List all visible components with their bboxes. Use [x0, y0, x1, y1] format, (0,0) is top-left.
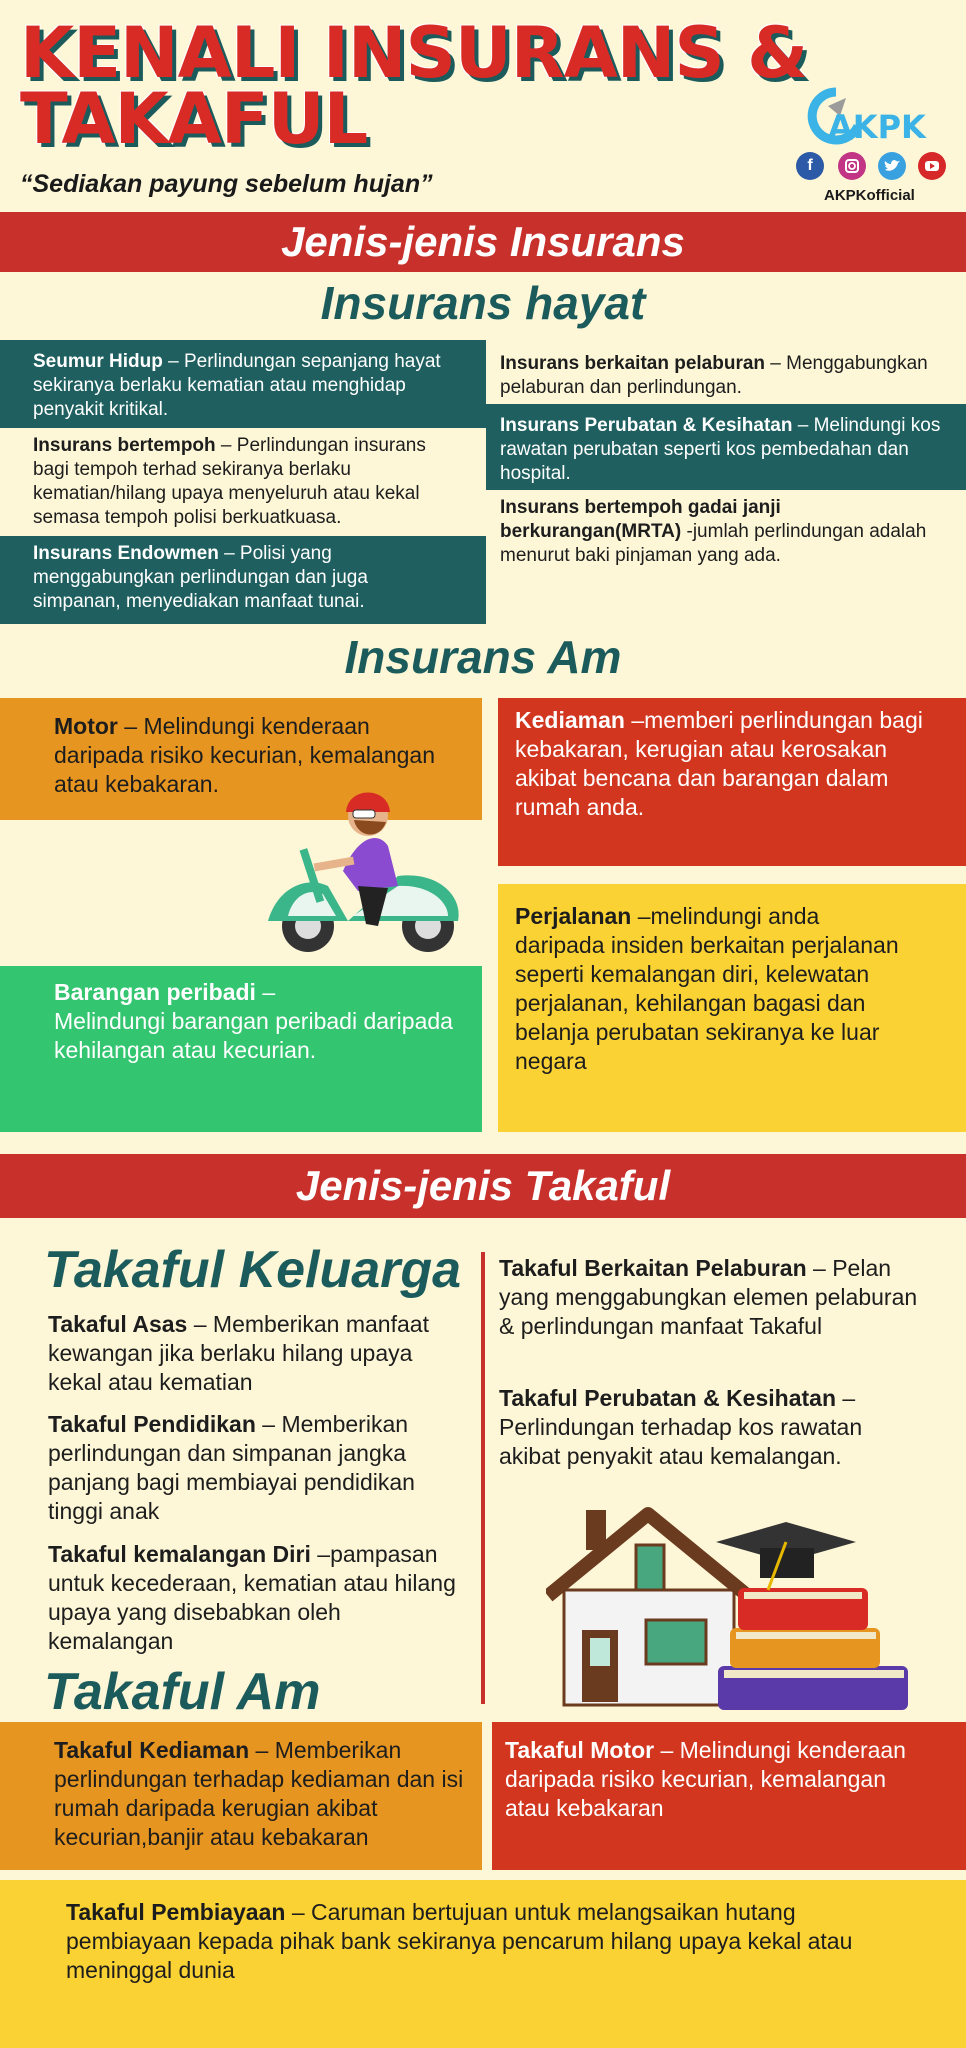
insurans-banner: Jenis-jenis Insurans — [0, 212, 966, 272]
brand-name: AKPK — [828, 108, 926, 146]
am-item-barangan-peribadi: Barangan peribadi – Melindungi barangan peribadi daripada kehilangan atau kecurian. — [54, 979, 453, 1063]
takaful-banner: Jenis-jenis Takaful — [0, 1154, 966, 1218]
am-item-kediaman: Kediaman –memberi perlindungan bagi kebakaran, kerugian atau kerosakan akibat bencana dan barangan dalam rumah anda. — [515, 707, 923, 820]
youtube-icon[interactable] — [918, 152, 946, 180]
tagline: “Sediakan payung sebelum hujan” — [20, 170, 433, 198]
social-handle: AKPKofficial — [824, 187, 915, 204]
title-line-1: KENALI INSURANS & — [20, 12, 808, 94]
hayat-item-perubatan: Insurans Perubatan & Kesihatan – Melindungi kos rawatan perubatan seperti kos pembedahan dan hospital. — [500, 415, 941, 484]
keluarga-item-pelaburan: Takaful Berkaitan Pelaburan – Pelan yang menggabungkan elemen pelaburan & perlindungan manfaat Takaful — [499, 1255, 918, 1339]
takaful-keluarga-heading: Takaful Keluarga — [44, 1241, 462, 1299]
takaful-am-heading: Takaful Am — [44, 1663, 321, 1721]
hayat-item-seumur-hidup: Seumur Hidup – Perlindungan sepanjang hayat sekiranya berlaku kematian atau menghidap penyakit kritikal. — [33, 351, 441, 420]
facebook-icon[interactable]: f — [796, 152, 824, 180]
hayat-item-mrta: Insurans bertempoh gadai janji berkurangan(MRTA) -jumlah perlindungan adalah menurut baki pinjaman yang ada. — [500, 497, 927, 566]
house-books-illustration — [546, 1500, 916, 1712]
title-line-2: TAKAFUL — [20, 78, 368, 160]
page-title — [20, 12, 808, 160]
hayat-item-pelaburan: Insurans berkaitan pelaburan – Menggabungkan pelaburan dan perlindungan. — [500, 353, 928, 398]
takaful-am-item-pembiayaan: Takaful Pembiayaan – Caruman bertujuan untuk melangsaikan hutang pembiayaan kepada pihak bank sekiranya pencarum hilang upaya kekal atau meninggal dunia — [66, 1899, 853, 1983]
am-item-motor: Motor – Melindungi kenderaan daripada risiko kecurian, kemalangan atau kebakaran. — [54, 713, 435, 797]
insurans-hayat-heading: Insurans hayat — [320, 277, 646, 329]
takaful-am-item-motor: Takaful Motor – Melindungi kenderaan daripada risiko kecurian, kemalangan atau kebakaran — [505, 1737, 906, 1821]
insurans-am-heading: Insurans Am — [344, 631, 622, 683]
keluarga-item-pendidikan: Takaful Pendidikan – Memberikan perlindungan dan simpanan jangka panjang bagi membiayai pendidikan tinggi anak — [48, 1411, 415, 1524]
am-item-perjalanan: Perjalanan –melindungi anda daripada insiden berkaitan perjalanan seperti kemalangan diri, kelewatan perjalanan, kehilangan bagasi dan belanja perubatan sekiranya ke luar negara — [515, 903, 899, 1074]
scooter-rider-illustration — [248, 776, 474, 968]
takaful-am-item-kediaman: Takaful Kediaman – Memberikan perlindungan terhadap kediaman dan isi rumah daripada kerugian akibat kecurian,banjir atau kebakaran — [54, 1737, 464, 1850]
hayat-item-endowmen: Insurans Endowmen – Polisi yang menggabungkan perlindungan dan juga simpanan, menyediakan manfaat tunai. — [33, 543, 368, 612]
twitter-icon[interactable] — [878, 152, 906, 180]
keluarga-item-perubatan: Takaful Perubatan & Kesihatan – Perlindungan terhadap kos rawatan akibat penyakit atau kemalangan. — [499, 1385, 863, 1469]
column-divider — [481, 1252, 485, 1704]
hayat-item-bertempoh: Insurans bertempoh – Perlindungan insurans bagi tempoh terhad sekiranya berlaku kematian/hilang upaya menyeluruh atau kekal semasa tempoh polisi berkuatkuasa. — [33, 435, 426, 528]
keluarga-item-asas: Takaful Asas – Memberikan manfaat kewangan jika berlaku hilang upaya kekal atau kematian — [48, 1311, 429, 1395]
instagram-icon[interactable] — [838, 152, 866, 180]
keluarga-item-kemalangan-diri: Takaful kemalangan Diri –pampasan untuk kecederaan, kematian atau hilang upaya yang disebabkan oleh kemalangan — [48, 1541, 456, 1654]
